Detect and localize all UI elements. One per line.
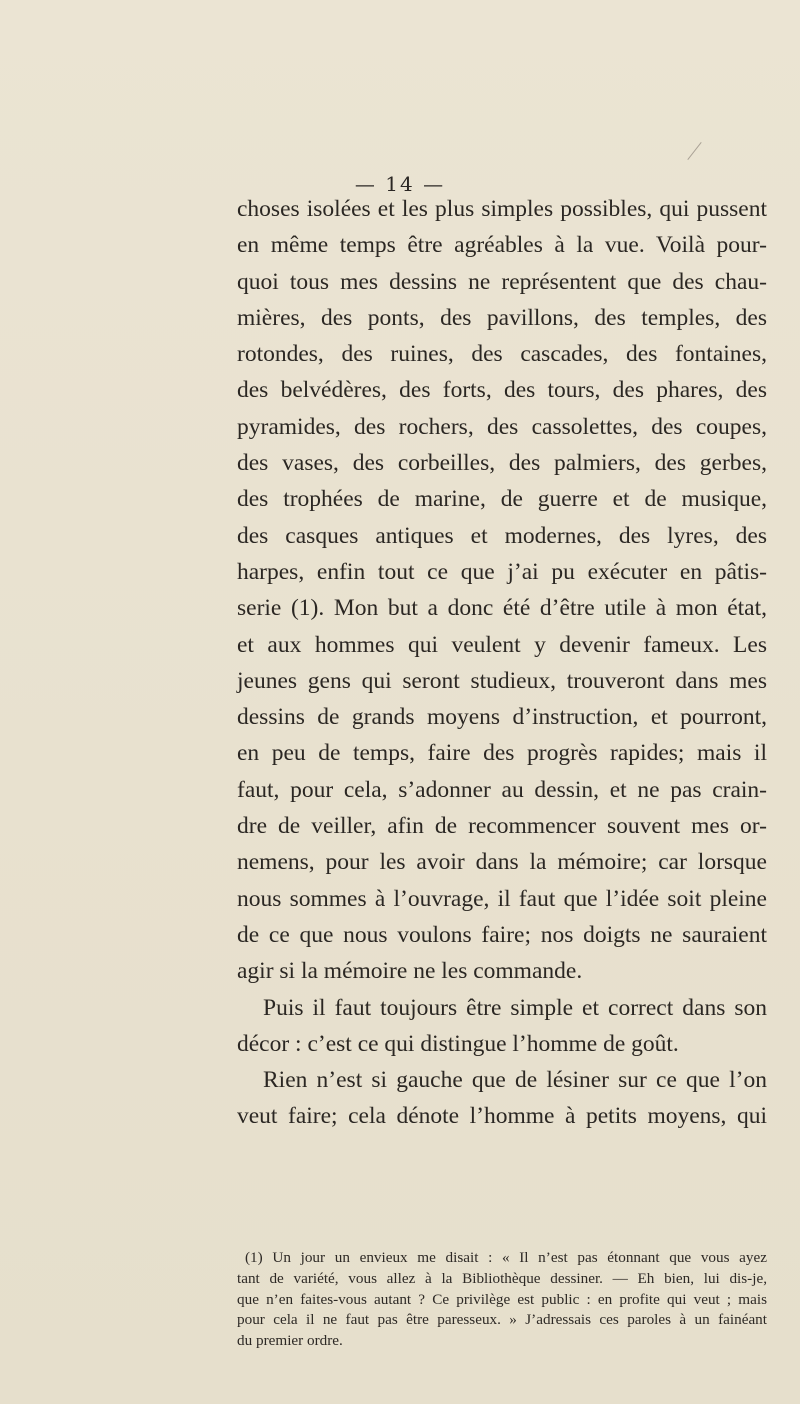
body-line: pyramides, des rochers, des cassolettes, des coupes,: [237, 413, 767, 440]
body-line: en peu de temps, faire des progrès rapides; mais il: [237, 740, 767, 767]
body-line: dessins de grands moyens d’instruction, et pourront,: [237, 704, 767, 731]
body-line: veut faire; cela dénote l’homme à petits moyens, qui: [237, 1103, 767, 1130]
body-line: de ce que nous voulons faire; nos doigts ne sauraient: [237, 921, 767, 948]
body-line: décor : c’est ce qui distingue l’homme de goût.: [237, 1030, 679, 1057]
body-line: en même temps être agréables à la vue. Voilà pour-: [237, 232, 767, 259]
body-line: quoi tous mes dessins ne représentent que des chau-: [237, 268, 767, 295]
body-line: des belvédères, des forts, des tours, des phares, des: [237, 377, 767, 404]
body-line: des casques antiques et modernes, des lyres, des: [237, 522, 767, 549]
body-text: [237, 191, 767, 1135]
body-line: faut, pour cela, s’adonner au dessin, et ne pas crain-: [237, 776, 767, 803]
footnote: [237, 1248, 767, 1352]
body-line: des trophées de marine, de guerre et de musique,: [237, 486, 767, 513]
body-line: nous sommes à l’ouvrage, il faut que l’idée soit pleine: [237, 885, 767, 912]
footnote-line: (1) Un jour un envieux me disait : « Il n’est pas étonnant que vous ayez: [245, 1249, 767, 1266]
body-line: des vases, des corbeilles, des palmiers, des gerbes,: [237, 450, 767, 477]
body-line: Rien n’est si gauche que de lésiner sur ce que l’on: [263, 1067, 767, 1094]
body-line: serie (1). Mon but a donc été d’être utile à mon état,: [237, 595, 767, 622]
body-line: Puis il faut toujours être simple et correct dans son: [263, 994, 767, 1021]
ink-mark: [687, 142, 701, 160]
page-number: — 14 —: [354, 172, 446, 196]
body-line: rotondes, des ruines, des cascades, des fontaines,: [237, 341, 767, 368]
footnote-line: du premier ordre.: [237, 1332, 343, 1350]
body-line: et aux hommes qui veulent y devenir fameux. Les: [237, 631, 767, 658]
body-line: dre de veiller, afin de recommencer souvent mes or-: [237, 813, 767, 840]
footnote-line: que n’en faites-vous autant ? Ce privilège est public : en profite qui veut ; mais: [237, 1290, 767, 1308]
body-line: mières, des ponts, des pavillons, des temples, des: [237, 304, 767, 331]
body-line: agir si la mémoire ne les commande.: [237, 958, 583, 985]
body-line: jeunes gens qui seront studieux, trouveront dans mes: [237, 667, 767, 694]
footnote-line: pour cela il ne faut pas être paresseux. » J’adressais ces paroles à un fainéant: [237, 1311, 767, 1329]
body-line: harpes, enfin tout ce que j’ai pu exécuter en pâtis-: [237, 558, 767, 585]
footnote-line: tant de variété, vous allez à la Bibliothèque dessiner. — Eh bien, lui dis-je,: [237, 1269, 767, 1287]
body-line: nemens, pour les avoir dans la mémoire; car lorsque: [237, 849, 767, 876]
body-line: choses isolées et les plus simples possibles, qui pussent: [237, 196, 767, 222]
